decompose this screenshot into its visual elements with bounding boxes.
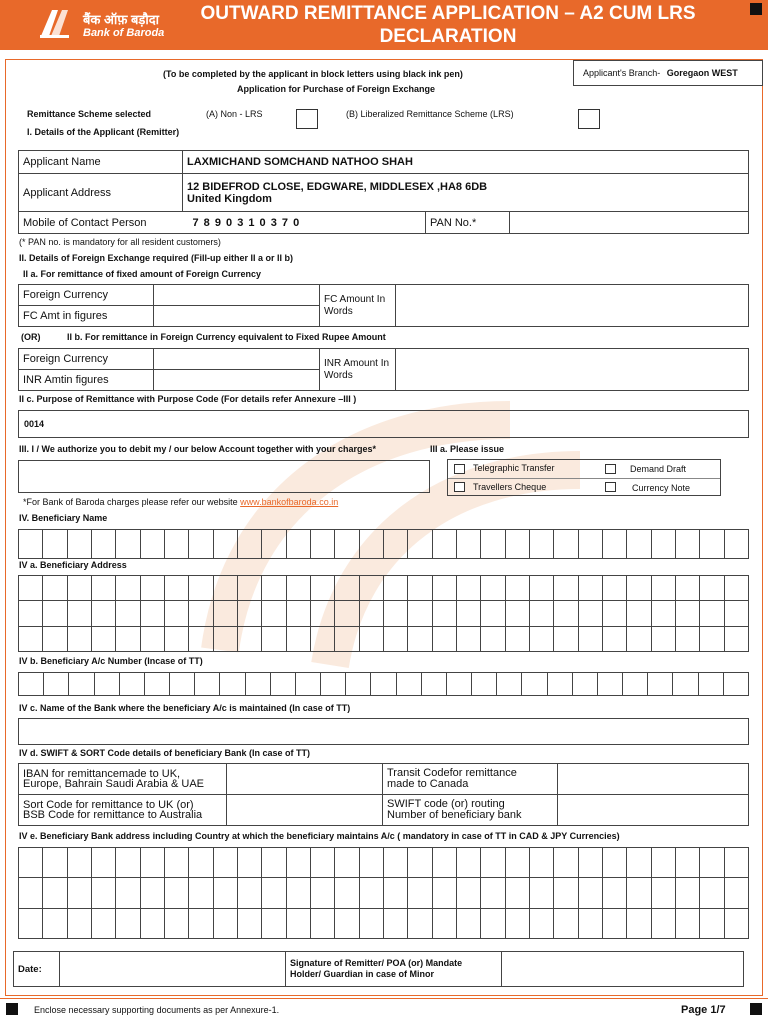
section-1-heading: I. Details of the Applicant (Remitter) xyxy=(27,127,180,137)
applicant-address-line2: United Kingdom xyxy=(187,192,272,205)
inr-amount-words-field[interactable] xyxy=(396,349,749,391)
fc-amount-words-field[interactable] xyxy=(396,285,749,327)
header-bar xyxy=(0,0,768,50)
inr-amount-label: INR Amtin figures xyxy=(19,370,154,391)
purpose-code-field[interactable] xyxy=(18,410,749,438)
branch-label: Applicant's Branch- xyxy=(583,68,661,78)
section-3a-heading: III a. Please issue xyxy=(430,444,505,454)
signature-field[interactable] xyxy=(502,952,744,987)
fc-currency-label: Foreign Currency xyxy=(19,285,154,306)
swift-sort-heading: IV d. SWIFT & SORT Code details of beneficiary Bank (In case of TT) xyxy=(19,748,311,758)
scheme-option-lrs-label: (B) Liberalized Remittance Scheme (LRS) xyxy=(346,109,514,119)
transit-label-line2: made to Canada xyxy=(387,778,469,790)
section-2-heading: II. Details of Foreign Exchange required (Fill-up either II a or II b) xyxy=(19,253,294,263)
applicant-address-label: Applicant Address xyxy=(19,174,183,212)
beneficiary-bank-address-grid[interactable] xyxy=(18,847,749,939)
travellers-cheque-label: Travellers Cheque xyxy=(473,482,547,492)
applicant-branch-box xyxy=(573,60,763,86)
fixed-fc-table xyxy=(18,284,749,327)
fixed-rupee-table xyxy=(18,348,749,391)
form-subtitle: Application for Purchase of Foreign Exchange xyxy=(237,84,436,94)
form-title-line1: OUTWARD REMITTANCE APPLICATION – A2 CUM LRS xyxy=(200,3,696,24)
corner-mark-bottom-right xyxy=(750,1003,762,1015)
applicant-name-value[interactable]: LAXMICHAND SOMCHAND NATHOO SHAH xyxy=(183,151,749,174)
corner-mark-bottom-left xyxy=(6,1003,18,1015)
fc-amount-field[interactable] xyxy=(154,306,320,327)
applicant-name-label: Applicant Name xyxy=(19,151,183,174)
date-field[interactable] xyxy=(60,952,286,987)
fc-currency-field[interactable] xyxy=(154,285,320,306)
beneficiary-bank-address-heading: IV e. Beneficiary Bank address including Country at which the beneficiary maintains A/c ( mandatory in case of TT in CAD & JPY Currencies) xyxy=(19,831,620,841)
bank-logo-icon xyxy=(38,6,72,40)
applicant-address-line1: 12 BIDEFROD CLOSE, EDGWARE, MIDDLESEX ,HA8 6DB xyxy=(187,180,488,193)
logo-hindi-text: बैंक ऑफ़ बड़ौदा xyxy=(83,12,159,27)
section-2c-heading: II c. Purpose of Remittance with Purpose Code (For details refer Annexure –III ) xyxy=(19,394,357,404)
logo-english-text: Bank of Baroda xyxy=(83,27,165,39)
swift-label-line1: SWIFT code (or) routing xyxy=(387,798,505,810)
sort-label-line2: BSB Code for remittance to Australia xyxy=(23,809,203,821)
applicant-details-table xyxy=(18,150,749,234)
beneficiary-name-heading: IV. Beneficiary Name xyxy=(19,513,108,523)
pan-note: (* PAN no. is mandatory for all resident customers) xyxy=(19,237,221,247)
inr-amount-words-label: INR Amount In Words xyxy=(320,349,396,391)
section-2b-heading: II b. For remittance in Foreign Currency equivalent to Fixed Rupee Amount xyxy=(67,332,386,342)
charges-note-text: *For Bank of Baroda charges please refer our website xyxy=(23,497,238,507)
currency-note-checkbox[interactable] xyxy=(605,482,616,492)
beneficiary-name-grid[interactable] xyxy=(18,529,749,559)
section-3-heading: III. I / We authorize you to debit my / our below Account together with your charges* xyxy=(19,444,377,454)
travellers-cheque-checkbox[interactable] xyxy=(454,482,465,492)
iban-field[interactable] xyxy=(227,764,383,795)
date-label: Date: xyxy=(14,952,60,987)
purpose-code-value: 0014 xyxy=(24,419,45,429)
scheme-option-non-lrs-label: (A) Non - LRS xyxy=(206,109,263,119)
page-number: Page 1/7 xyxy=(681,1004,726,1016)
charges-note xyxy=(23,497,338,507)
pan-label: PAN No.* xyxy=(426,212,510,234)
currency-note-label: Currency Note xyxy=(632,483,691,493)
mobile-label: Mobile of Contact Person xyxy=(19,212,183,234)
beneficiary-account-heading: IV b. Beneficiary A/c Number (Incase of TT) xyxy=(19,656,203,666)
beneficiary-account-grid[interactable] xyxy=(18,672,749,696)
transit-code-field[interactable] xyxy=(558,764,749,795)
scheme-lrs-checkbox[interactable] xyxy=(578,109,600,129)
signature-label-line1: Signature of Remitter/ POA (or) Mandate xyxy=(290,958,463,968)
scheme-non-lrs-checkbox[interactable] xyxy=(296,109,318,129)
options-divider xyxy=(448,478,720,479)
or-label: (OR) xyxy=(21,332,41,342)
debit-account-field[interactable] xyxy=(18,460,430,493)
sort-code-label xyxy=(19,795,227,826)
issue-options-box xyxy=(447,459,721,496)
swift-label-line2: Number of beneficiary bank xyxy=(387,809,522,821)
footer-divider xyxy=(0,998,768,999)
form-title-line2: DECLARATION xyxy=(379,26,517,47)
inr-amount-field[interactable] xyxy=(154,370,320,391)
branch-value: Goregaon WEST xyxy=(666,68,738,78)
demand-draft-checkbox[interactable] xyxy=(605,464,616,474)
beneficiary-address-heading: IV a. Beneficiary Address xyxy=(19,560,127,570)
sort-label-line1: Sort Code for remittance to UK (or) xyxy=(23,799,194,811)
footer-note: Enclose necessary supporting documents as per Annexure-1. xyxy=(34,1005,280,1015)
fc-amount-words-label: FC Amount In Words xyxy=(320,285,396,327)
transit-label-line1: Transit Codefor remittance xyxy=(387,767,517,779)
inr-currency-label: Foreign Currency xyxy=(19,349,154,370)
applicant-address-value[interactable] xyxy=(183,174,749,212)
iban-label xyxy=(19,764,227,795)
pan-field[interactable] xyxy=(510,212,749,234)
instruction-text: (To be completed by the applicant in block letters using black ink pen) xyxy=(163,69,463,79)
fc-amount-label: FC Amt in figures xyxy=(19,306,154,327)
transit-code-label xyxy=(383,764,558,795)
telegraphic-transfer-checkbox[interactable] xyxy=(454,464,465,474)
swift-code-label xyxy=(383,795,558,826)
beneficiary-bank-field[interactable] xyxy=(18,718,749,745)
beneficiary-address-grid[interactable] xyxy=(18,575,749,652)
bank-website-link[interactable]: www.bankofbaroda.co.in xyxy=(240,497,339,507)
corner-mark-top-right xyxy=(750,3,762,15)
iban-label-line1: IBAN for remittancemade to UK, xyxy=(23,768,181,780)
swift-sort-table xyxy=(18,763,749,826)
section-2a-heading: II a. For remittance of fixed amount of Foreign Currency xyxy=(23,269,262,279)
telegraphic-transfer-label: Telegraphic Transfer xyxy=(473,463,555,473)
bank-logo xyxy=(38,6,178,42)
signature-table xyxy=(13,951,744,987)
demand-draft-label: Demand Draft xyxy=(630,464,687,474)
beneficiary-bank-heading: IV c. Name of the Bank where the beneficiary A/c is maintained (In case of TT) xyxy=(19,703,351,713)
signature-label xyxy=(286,952,502,987)
form-title xyxy=(160,2,736,48)
iban-label-line2: Europe, Bahrain Saudi Arabia & UAE xyxy=(23,778,205,790)
swift-code-field[interactable] xyxy=(558,795,749,826)
inr-currency-field[interactable] xyxy=(154,349,320,370)
scheme-label: Remittance Scheme selected xyxy=(27,109,152,119)
mobile-value[interactable]: 7 8 9 0 3 1 0 3 7 0 xyxy=(183,212,426,234)
signature-label-line2: Holder/ Guardian in case of Minor xyxy=(290,969,435,979)
sort-code-field[interactable] xyxy=(227,795,383,826)
